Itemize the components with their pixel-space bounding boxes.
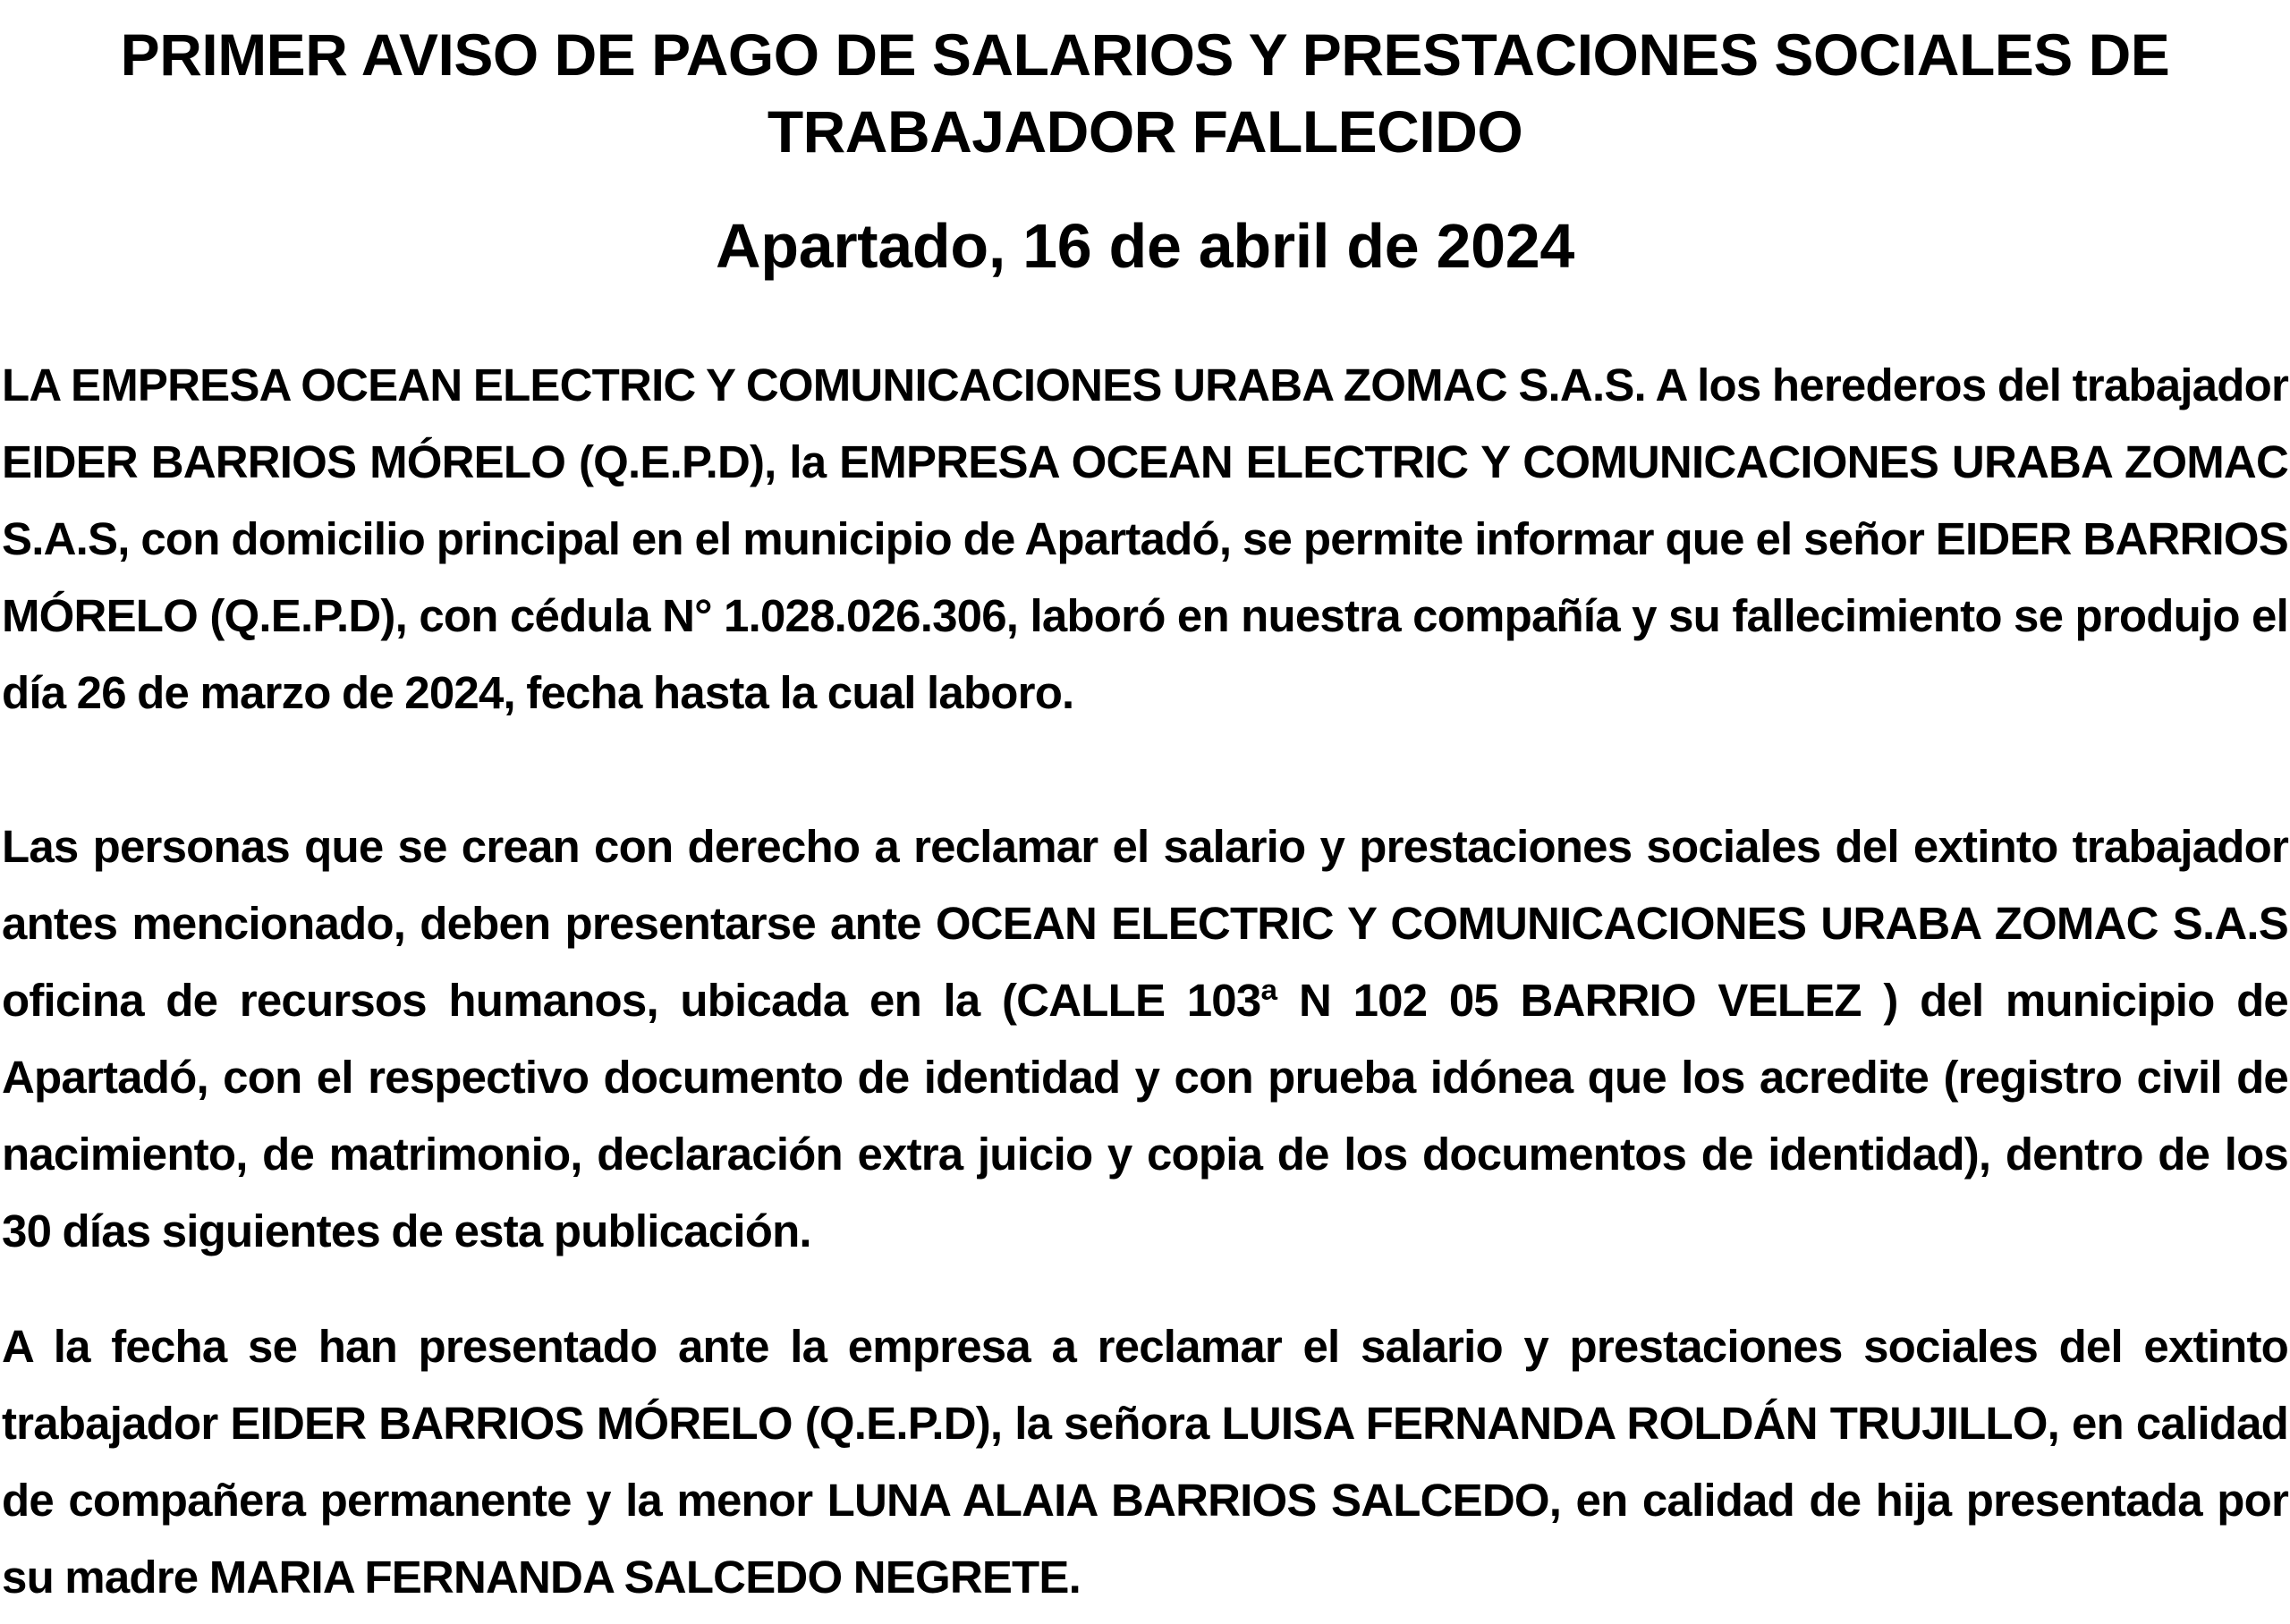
paragraph-company-notice: LA EMPRESA OCEAN ELECTRIC Y COMUNICACIONES URABA ZOMAC S.A.S. A los herederos del trabajador EIDER BARRIOS MÓRELO (Q.E.P.D), la EMPRESA OCEAN ELECTRIC Y COMUNICACIONES URABA ZOMAC S.A.S, con domicilio principal en el municipio de Apartadó, se permite informar que el señor EIDER BARRIOS MÓRELO (Q.E.P.D), con cédula N° 1.028.026.306, laboró en nuestra compañía y su fallecimiento se produjo el día 26 de marzo de 2024, fecha hasta la cual laboro.: [2, 359, 2288, 718]
notice-date: Apartado, 16 de abril de 2024: [715, 211, 1575, 281]
notice-title: PRIMER AVISO DE PAGO DE SALARIOS Y PRESTACIONES SOCIALES DE TRABAJADOR FALLECIDO: [120, 21, 2170, 165]
paragraph-claimants: A la fecha se han presentado ante la empresa a reclamar el salario y prestaciones sociales del extinto trabajador EIDER BARRIOS MÓRELO (Q.E.P.D), la señora LUISA FERNANDA ROLDÁN TRUJILLO, en calidad de compañera permanente y la menor LUNA ALAIA BARRIOS SALCEDO, en calidad de hija presentada por su madre MARIA FERNANDA SALCEDO NEGRETE.: [2, 1321, 2288, 1603]
paragraph-claim-instructions: Las personas que se crean con derecho a reclamar el salario y prestaciones sociales del extinto trabajador antes mencionado, deben presentarse ante OCEAN ELECTRIC Y COMUNICACIONES URABA ZOMAC S.A.S oficina de recursos humanos, ubicada en la (CALLE 103ª N 102 05 BARRIO VELEZ ) del municipio de Apartadó, con el respectivo documento de identidad y con prueba idónea que los acredite (registro civil de nacimiento, de matrimonio, declaración extra juicio y copia de los documentos de identidad), dentro de los 30 días siguientes de esta publicación.: [2, 821, 2288, 1256]
